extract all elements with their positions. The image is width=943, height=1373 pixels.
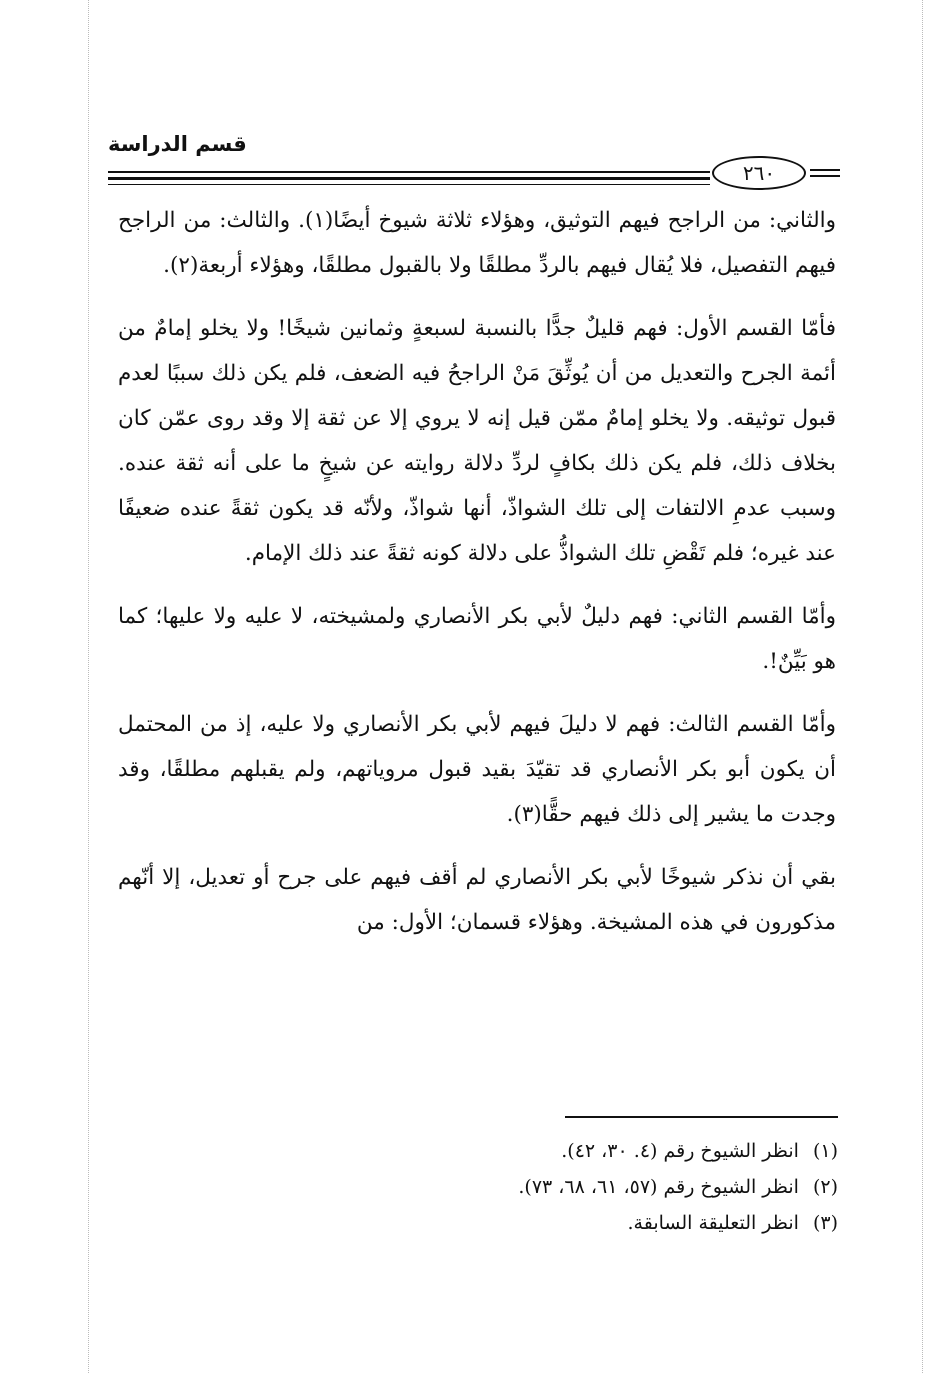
header-rule-tail bbox=[810, 175, 840, 177]
scan-border-left bbox=[88, 0, 89, 1373]
paragraph: وأمّا القسم الثاني: فهم دليلٌ لأبي بكر الأنصاري ولمشيخته، لا عليه ولا عليها؛ كما هو بَيِّنٌ!. bbox=[118, 604, 836, 674]
header-rule bbox=[108, 171, 710, 173]
page-number-badge bbox=[712, 156, 806, 190]
header-rule bbox=[108, 184, 710, 185]
footnote-marker: (١) bbox=[812, 1140, 838, 1162]
footnotes bbox=[300, 1133, 838, 1241]
footnote-text: انظر التعليقة السابقة. bbox=[627, 1212, 799, 1234]
scan-border-right bbox=[922, 0, 923, 1373]
body-text bbox=[118, 198, 836, 963]
footnote-text: انظر الشيوخ رقم (٤. ٣٠، ٤٢). bbox=[561, 1140, 799, 1162]
footnote bbox=[300, 1205, 838, 1241]
paragraph: بقي أن نذكر شيوخًا لأبي بكر الأنصاري لم أقف فيهم على جرح أو تعديل، إلا أنّهم مذكورون في هذه المشيخة. وهؤلاء قسمان؛ الأول: من bbox=[118, 865, 836, 935]
paragraph: فأمّا القسم الأول: فهم قليلٌ جدًّا بالنسبة لسبعةٍ وثمانين شيخًا! ولا يخلو إمامٌ من أئمة الجرح والتعديل من أن يُوثِّقَ مَنْ الراجحُ فيه الضعف، فلم يكن ذلك سببًا لعدم قبول توثيقه. ولا يخلو إمامٌ ممّن قيل إنه لا يروي إلا عن ثقة إلا وقد روى عمّن كان بخلاف ذلك، فلم يكن ذلك بكافٍ لردِّ دلالة روايته عن شيخٍ ما على أنه ثقة عنده. وسبب عدمِ الالتفات إلى تلك الشواذّ، أنها شواذّ، ولأنّه قد يكون ثقةً عنده ضعيفًا عند غيره؛ فلم تَقْضِ تلك الشواذُّ على دلالة كونه ثقةً عند ذلك الإمام. bbox=[118, 316, 836, 566]
footnote bbox=[300, 1133, 838, 1169]
footnote-marker: (٣) bbox=[812, 1212, 838, 1234]
footnote-separator bbox=[565, 1116, 838, 1118]
footnote bbox=[300, 1169, 838, 1205]
paragraph: والثاني: من الراجح فيهم التوثيق، وهؤلاء ثلاثة شيوخ أيضًا(١). والثالث: من الراجح فيهم التفصيل، فلا يُقال فيهم بالردِّ مطلقًا ولا بالقبول مطلقًا، وهؤلاء أربعة(٢). bbox=[118, 208, 836, 278]
paragraph: وأمّا القسم الثالث: فهم لا دليلَ فيهم لأبي بكر الأنصاري ولا عليه، إذ من المحتمل أن يكون أبو بكر الأنصاري قد تقيّدَ بقيد قبول مروياتهم، ولم يقبلهم مطلقًا، وقد وجدت ما يشير إلى ذلك فيهم حقًّا(٣). bbox=[118, 712, 836, 827]
footnote-text: انظر الشيوخ رقم (٥٧، ٦١، ٦٨، ٧٣). bbox=[518, 1176, 799, 1198]
header-rule-tail bbox=[810, 169, 840, 171]
footnote-marker: (٢) bbox=[812, 1176, 838, 1198]
running-head: قسم الدراسة bbox=[108, 132, 247, 156]
page-number: ٢٦٠ bbox=[742, 161, 776, 185]
header-rule bbox=[108, 177, 710, 180]
